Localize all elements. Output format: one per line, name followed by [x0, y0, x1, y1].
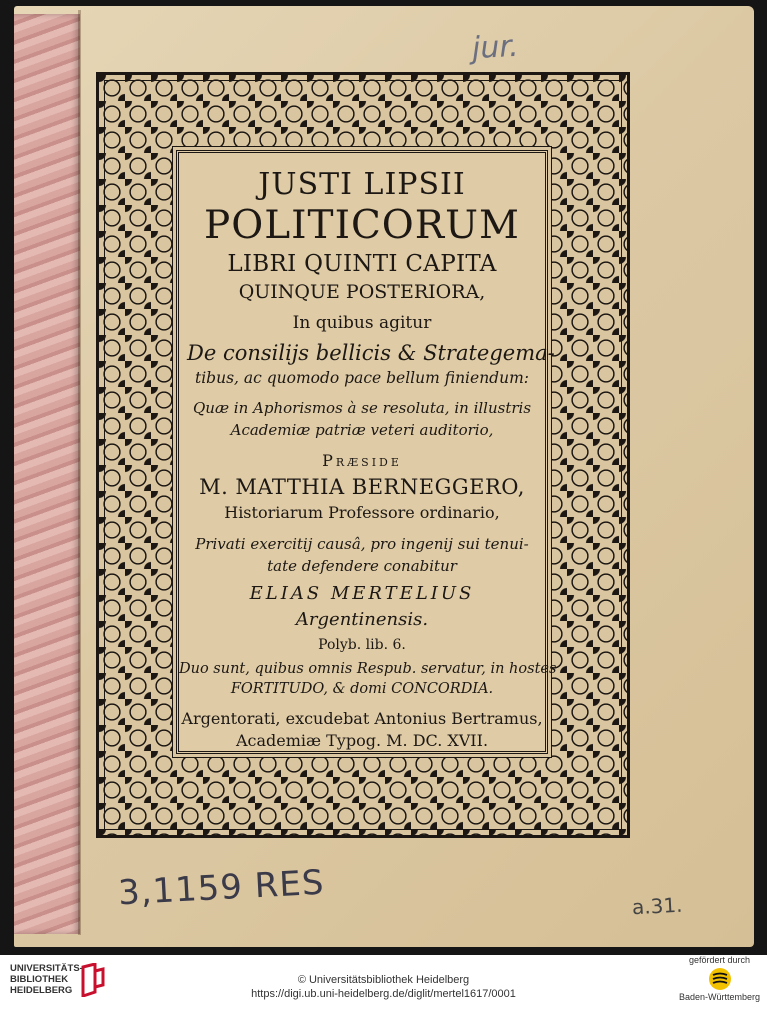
topic-line-2: tibus, ac quomodo pace bellum finiendum: [194, 369, 529, 387]
funder-name: Baden-Württemberg [678, 992, 761, 1002]
topic-line-1: De consilijs bellicis & Strategema- [187, 341, 555, 365]
aphorism-line-2: Academiæ patriæ veteri auditorio, [230, 421, 494, 439]
praeside-label: Præside [322, 451, 402, 470]
handwritten-shelfmark: 3,1159 RES [117, 862, 326, 914]
presider-title: Historiarum Professore ordinario, [224, 503, 500, 522]
handwritten-note-right: a.31. [631, 892, 684, 920]
subtitle-line-1: LIBRI QUINTI CAPITA [227, 251, 497, 277]
handwritten-note-top: jur. [471, 28, 520, 67]
defense-line-2: tate defendere conabitur [267, 557, 457, 575]
topic-intro: In quibus agitur [292, 313, 432, 333]
subtitle-line-2: QUINQUE POSTERIORA, [238, 281, 486, 303]
copyright-block [0, 973, 767, 1001]
motto-line-1: Duo sunt, quibus omnis Respub. servatur, in hostes [179, 661, 557, 677]
marbled-binding [14, 14, 80, 934]
respondent-origin: Argentinensis. [295, 609, 429, 630]
author-line: JUSTI LIPSII [258, 167, 466, 202]
binding-edge [78, 10, 81, 935]
page-footer [0, 955, 767, 1010]
library-name: UNIVERSITÄTS- BIBLIOTHEK HEIDELBERG [10, 963, 83, 996]
defense-line-1: Privati exercitij causâ, pro ingenij sui tenui- [195, 535, 529, 553]
permalink-url[interactable]: https://digi.ub.uni-heidelberg.de/diglit/mertel1617/0001 [251, 988, 516, 1000]
main-title: POLITICORUM [204, 203, 520, 248]
title-text-panel [176, 150, 557, 754]
baden-wuerttemberg-emblem-icon [708, 967, 732, 991]
aphorism-line-1: Quæ in Aphorismos à se resoluta, in illustris [192, 399, 532, 417]
copyright-text: © Universitätsbibliothek Heidelberg [297, 974, 470, 986]
motto-line-2: FORTITUDO, & domi CONCORDIA. [230, 681, 494, 697]
motto-source: Polyb. lib. 6. [318, 637, 406, 653]
presider-name: M. MATTHIA BERNEGGERO, [199, 475, 525, 499]
respondent-name: ELIAS MERTELIUS [249, 583, 475, 604]
funded-by-label: gefördert durch [688, 955, 751, 965]
funder-block[interactable] [672, 955, 767, 1002]
imprint-line-1: Argentorati, excudebat Antonius Bertramus, [181, 709, 543, 728]
imprint-line-2: Academiæ Typog. M. DC. XVII. [235, 731, 489, 750]
